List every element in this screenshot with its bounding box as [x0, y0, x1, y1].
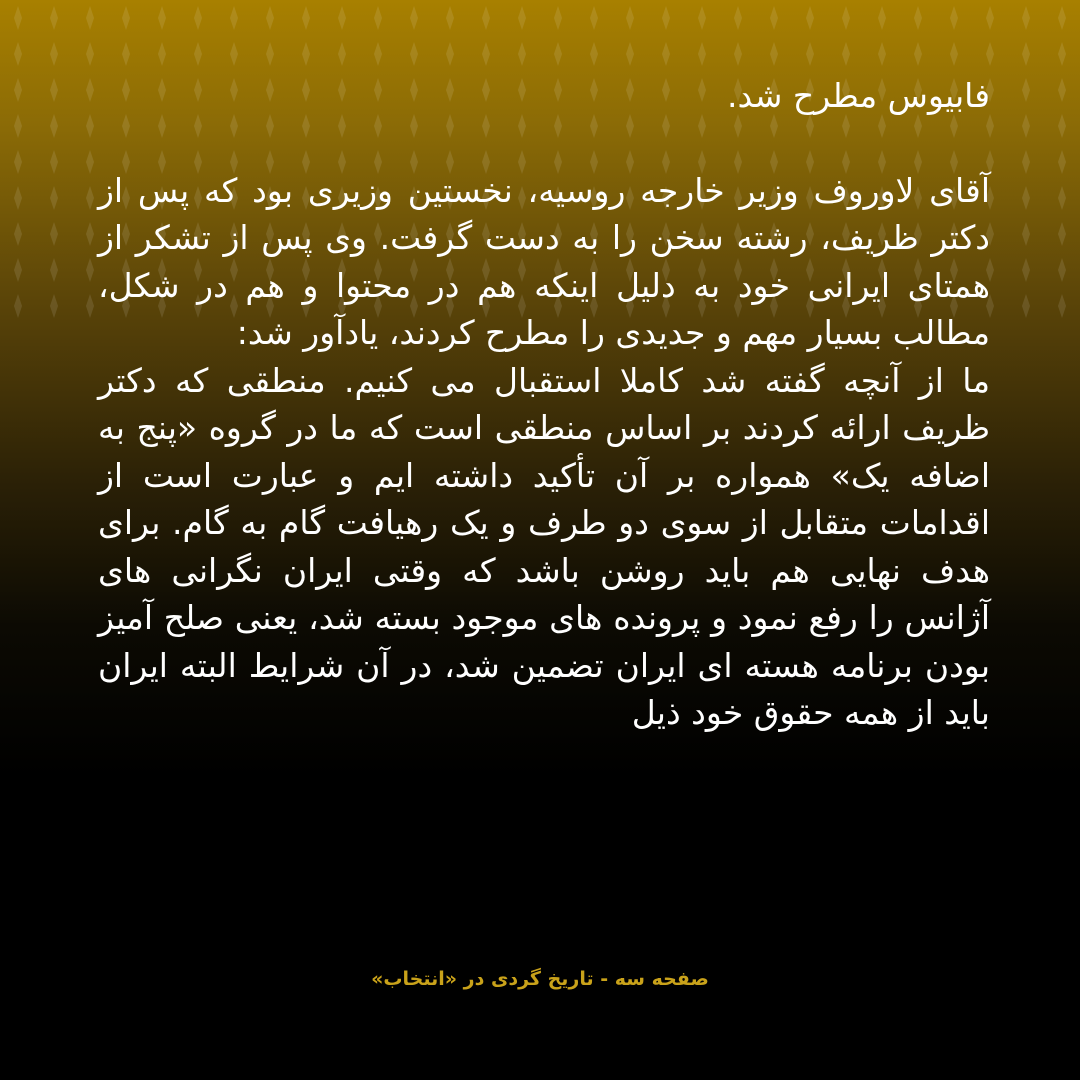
document-body [98, 72, 990, 737]
paragraph-intro: فابیوس مطرح شد. [726, 76, 990, 115]
paragraph-quote: ما از آنچه گفته شد کاملا استقبال می کنیم. منطقی که دکتر ظریف ارائه کردند بر اساس منطقی است که ما در گروه «پنج به اضافه یک» همواره بر آن تأکید داشته ایم و عبارت است از اقدامات متقابل از سوی دو طرف و یک رهیافت گام به گام. برای هدف نهایی هم باید روشن باشد که وقتی ایران نگرانی های آژانس را رفع نمود و پرونده های موجود بسته شد، یعنی صلح آمیز بودن برنامه هسته ای ایران تضمین شد، در آن شرایط البته ایران باید از همه حقوق خود ذیل [98, 360, 990, 732]
paragraph-lavrov: آقای لاوروف وزیر خارجه روسیه، نخستین وزیری بود که پس از دکتر ظریف، رشته سخن را به دست گرفت. وی پس از تشکر از همتای ایرانی خود به دلیل اینکه هم در محتوا و هم در شکل، مطالب بسیار مهم و جدیدی را مطرح کردند، یادآور شد: [98, 170, 990, 352]
page-footer-caption: صفحه سه - تاریخ گردی در «انتخاب» [371, 968, 709, 990]
